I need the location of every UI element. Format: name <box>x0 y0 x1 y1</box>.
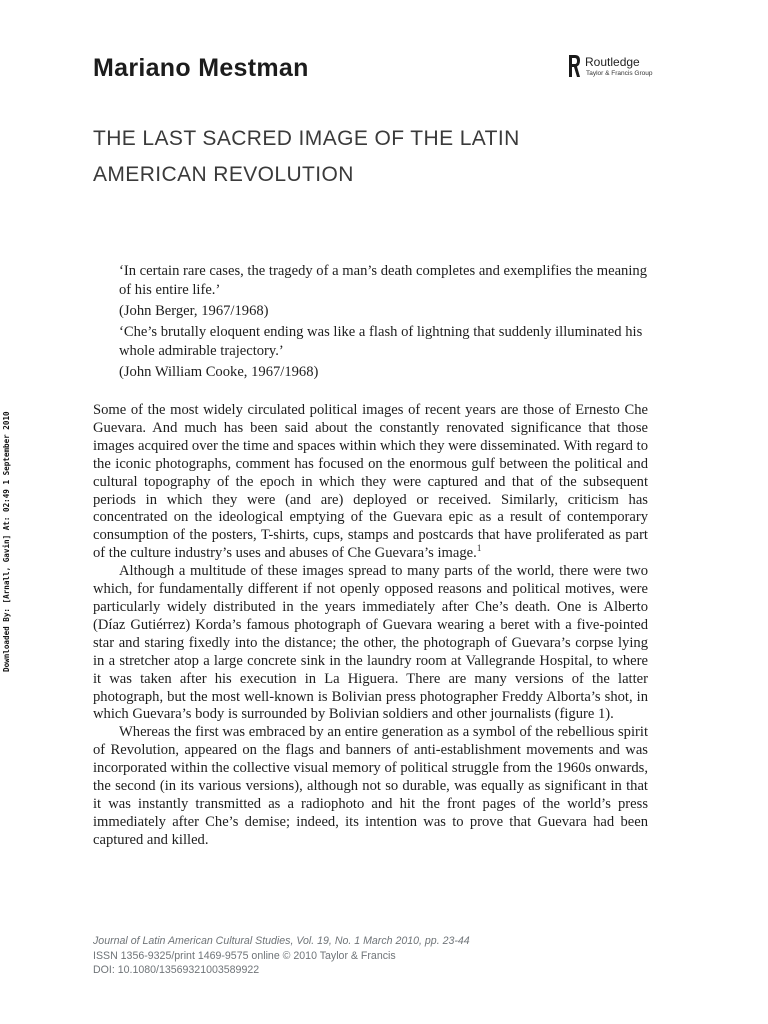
footnote-marker[interactable]: 1 <box>476 543 482 554</box>
epigraph-block <box>119 262 659 384</box>
publisher-logo <box>568 52 688 82</box>
journal-citation: Journal of Latin American Cultural Studies, Vol. 19, No. 1 March 2010, pp. 23-44 <box>93 935 470 947</box>
author-name: Mariano Mestman <box>93 54 309 82</box>
download-watermark: Downloaded By: [Arnall, Gavin] At: 02:49 1 September 2010 <box>2 411 11 672</box>
publisher-group: Taylor & Francis Group <box>586 70 653 77</box>
epigraph-attribution: (John Berger, 1967/1968) <box>119 303 269 319</box>
epigraph-quote: ‘Che’s brutally eloquent ending was like a flash of lightning that suddenly illuminated his whole admirable trajectory.’ <box>119 324 643 359</box>
body-paragraph <box>93 402 648 563</box>
body-paragraph: Although a multitude of these images spread to many parts of the world, there were two which, for fundamentally different if not openly opposed reasons and political motives, were particularly widely distributed in the years immediately after Che’s death. One is Alberto (Díaz Gutiérrez) Korda’s famous photograph of Guevara wearing a beret with a five-pointed star and staring fixedly into the distance; the other, the photograph of Guevara’s corpse lying in a stretcher atop a large concrete sink in the laundry room at Vallegrande Hospital, to where it was taken after his execution in La Higuera. There are many versions of the latter photograph, but the most well-known is Bolivian press photographer Freddy Alborta’s shot, in which Guevara’s body is surrounded by Bolivian soldiers and other journalists (figure 1). <box>93 563 648 723</box>
epigraph-quote: ‘In certain rare cases, the tragedy of a man’s death completes and exemplifies the meaning of his entire life.’ <box>119 263 647 298</box>
paragraph-text: Some of the most widely circulated political images of recent years are those of Ernesto Che Guevara. And much has been said about the constantly renovated significance that those images acquired over the time and spaces within which they were disseminated. With regard to the iconic photographs, comment has focused on the enormous gulf between the political and cultural topography of the epoch in which they were captured and that of the subsequent periods in which they were (and are) deployed or received. Similarly, criticism has concentrated on the ideological emptying of the Guevara epic as a result of contemporary consumption of the posters, T-shirts, cups, stamps and postcards that have proliferated as part of the culture industry’s uses and abuses of Che Guevara’s image. <box>93 402 648 562</box>
article-body <box>93 402 648 850</box>
epigraph-attribution: (John William Cooke, 1967/1968) <box>119 364 319 380</box>
journal-footer <box>93 934 470 978</box>
article-title <box>93 121 653 193</box>
body-paragraph: Whereas the first was embraced by an entire generation as a symbol of the rebellious spirit of Revolution, appeared on the flags and banners of anti-establishment movements and was incorporated within the collective visual memory of political struggle from the 1960s onwards, the second (in its various versions), although not so durable, was equally as significant in that it was instantly transmitted as a radiophoto and hit the front pages of the world’s press immediately after Che’s demise; indeed, its intention was to prove that Guevara had been captured and killed. <box>93 724 648 848</box>
publisher-name: Routledge <box>585 55 640 69</box>
issn-line: ISSN 1356-9325/print 1469-9575 online © 2010 Taylor & Francis <box>93 949 396 962</box>
doi-line[interactable]: DOI: 10.1080/13569321003589922 <box>93 964 260 976</box>
routledge-logo-icon <box>568 53 581 79</box>
title-line-1: THE LAST SACRED IMAGE OF THE LATIN <box>93 127 520 150</box>
title-line-2: AMERICAN REVOLUTION <box>93 163 354 186</box>
